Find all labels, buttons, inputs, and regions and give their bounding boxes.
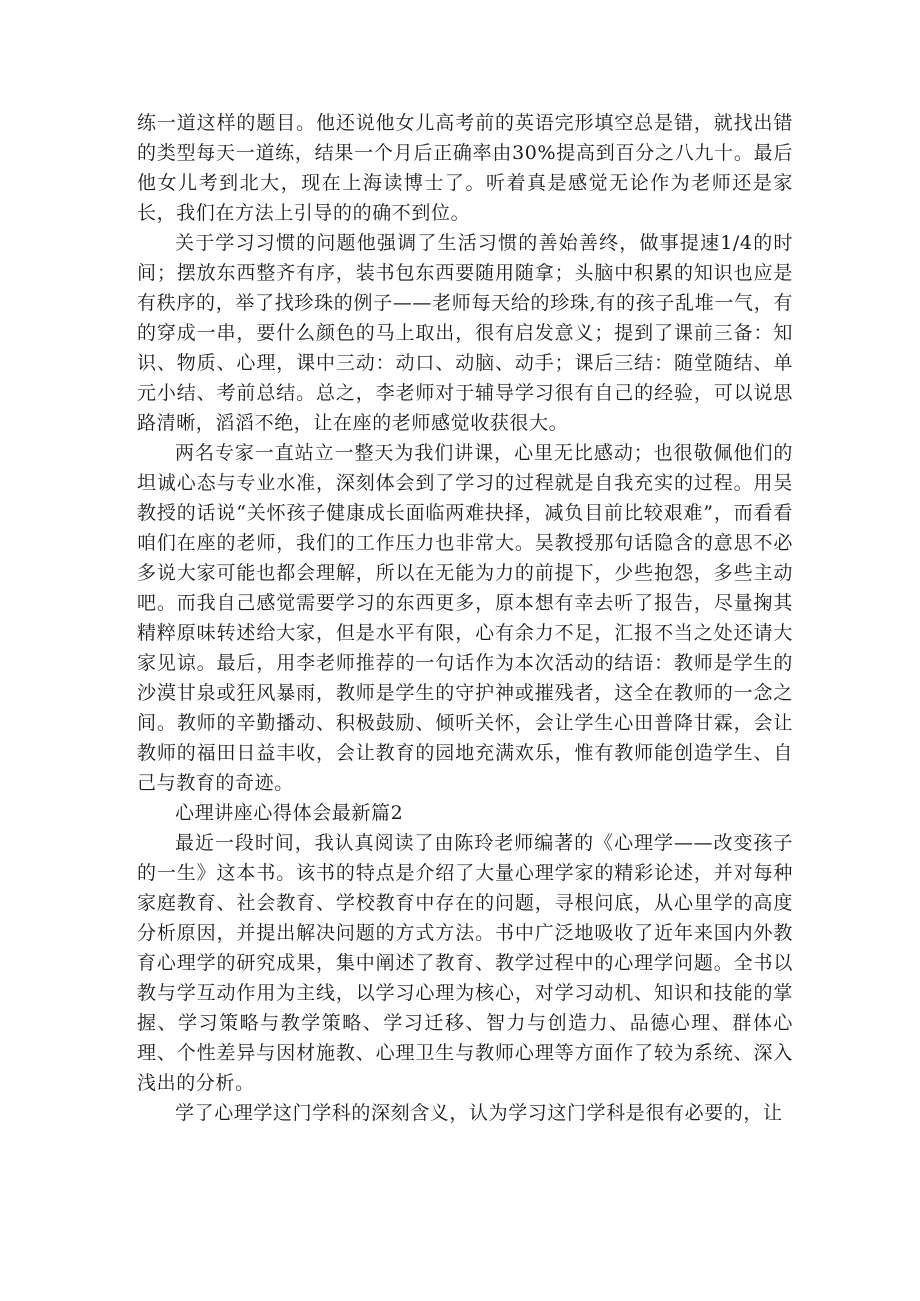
paragraph-4: 最近一段时间，我认真阅读了由陈玲老师编著的《心理学——改变孩子的一生》这本书。该书的特点是介绍了大量心理学家的精彩论述，并对每种家庭教育、社会教育、学校教育中存在的问题，寻根问底，从心里学的高度分析原因，并提出解决问题的方式方法。书中广泛地吸收了近年来国内外教育心理学的研究成果，集中阐述了教育、教学过程中的心理学问题。全书以教与学互动作用为主线，以学习心理为核心，对学习动机、知识和技能的掌握、学习策略与教学策略、学习迁移、智力与创造力、品德心理、群体心理、个性差异与因材施教、心理卫生与教师心理等方面作了较为系统、深入浅出的分析。: [137, 832, 793, 1094]
paragraph-2: 关于学习习惯的问题他强调了生活习惯的善始善终，做事提速1/4的时间；摆放东西整齐有序，装书包东西要随用随拿；头脑中积累的知识也应是有秩序的，举了找珍珠的例子——老师每天给的珍珠,有的孩子乱堆一气，有的穿成一串，要什么颜色的马上取出，很有启发意义；提到了课前三备：知识、物质、心理，课中三动：动口、动脑、动手；课后三结：随堂随结、单元小结、考前总结。总之，李老师对于辅导学习很有自己的经验，可以说思路清晰，滔滔不绝，让在座的老师感觉收获很大。: [137, 232, 793, 434]
paragraph-5: 学了心理学这门学科的深刻含义，认为学习这门学科是很有必要的，让: [175, 1102, 783, 1124]
paragraph-3: 两名专家一直站立一整天为我们讲课，心里无比感动；也很敬佩他们的坦诚心态与专业水准，深刻体会到了学习的过程就是自我充实的过程。用吴教授的话说“关怀孩子健康成长面临两难抉择，减负目前比较艰难”，而看看咱们在座的老师，我们的工作压力也非常大。吴教授那句话隐含的意思不必多说大家可能也都会理解，所以在无能为力的前提下，少些抱怨，多些主动吧。而我自己感觉需要学习的东西更多，原本想有幸去听了报告，尽量掬其精粹原味转述给大家，但是水平有限，心有余力不足，汇报不当之处还请大家见谅。最后，用李老师推荐的一句话作为本次活动的结语：教师是学生的沙漠甘泉或狂风暴雨，教师是学生的守护神或摧残者，这全在教师的一念之间。教师的辛勤播动、积极鼓励、倾听关怀，会让学生心田普降甘霖，会让教师的福田日益丰收，会让教育的园地充满欢乐，惟有教师能创造学生、自己与教育的奇迹。: [137, 442, 793, 794]
document-body: [137, 108, 793, 1128]
section-heading: 心理讲座心得体会最新篇2: [175, 802, 404, 824]
paragraph-1: 练一道这样的题目。他还说他女儿高考前的英语完形填空总是错，就找出错的类型每天一道练，结果一个月后正确率由30%提高到百分之八九十。最后他女儿考到北大，现在上海读博士了。听着真是感觉无论作为老师还是家长，我们在方法上引导的的确不到位。: [137, 112, 793, 224]
